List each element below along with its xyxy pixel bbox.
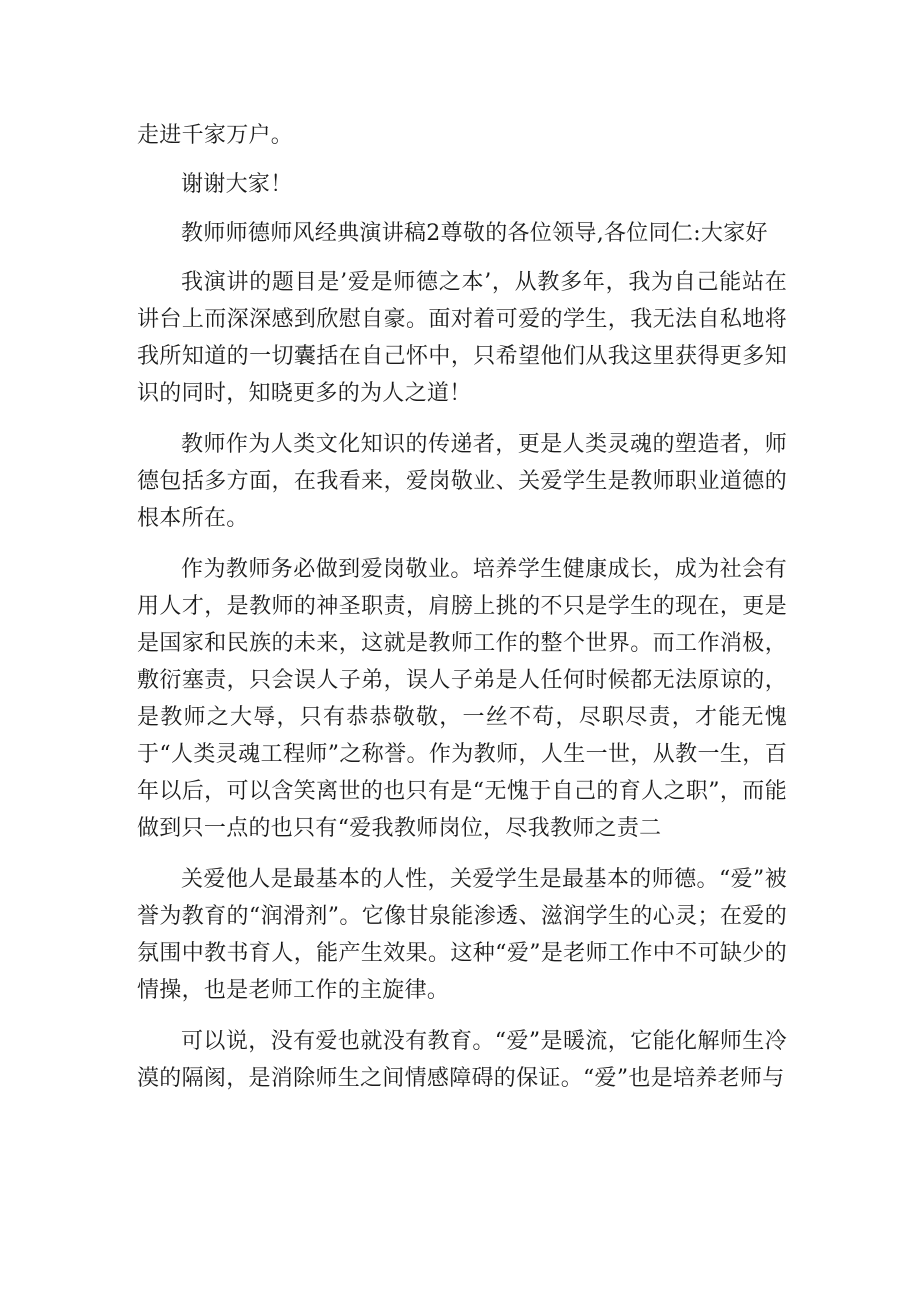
paragraph-continuation: 走进千家万户。 <box>137 123 294 148</box>
document-body <box>137 117 787 1111</box>
paragraph-speech-title: 教师师德师风经典演讲稿2尊敬的各位领导,各位同仁:大家好 <box>181 221 768 246</box>
paragraph-care-for-students: 关爱他人是最基本的人性，关爱学生是最基本的师德。“爱”被誉为教育的“润滑剂”。它像甘泉能渗透、滋润学生的心灵；在爱的氛围中教书育人，能产生效果。这种“爱”是老师工作中不可缺少的情操，也是老师工作的主旋律。 <box>137 867 787 1003</box>
paragraph-dedication: 作为教师务必做到爱岗敬业。培养学生健康成长，成为社会有用人才，是教师的神圣职责，肩膀上挑的不只是学生的现在，更是是国家和民族的未来，这就是教师工作的整个世界。而工作消极，敷衍塞责，只会误人子弟，误人子弟是人任何时候都无法原谅的，是教师之大辱，只有恭恭敬敬，一丝不苟，尽职尽责，才能无愧于“人类灵魂工程师”之称誉。作为教师，人生一世，从教一生，百年以后，可以含笑离世的也只有是“无愧于自己的育人之职”，而能做到只一点的也只有“爱我教师岗位，尽我教师之责二 <box>137 557 787 841</box>
paragraph-topic: 我演讲的题目是’爱是师德之本’，从教多年，我为自己能站在讲台上而深深感到欣慰自豪。面对着可爱的学生，我无法自私地将我所知道的一切囊括在自己怀中，只希望他们从我这里获得更多知识的同时，知晓更多的为人之道！ <box>137 270 787 406</box>
paragraph-thanks: 谢谢大家！ <box>181 172 293 197</box>
paragraph-teacher-role: 教师作为人类文化知识的传递者，更是人类灵魂的塑造者，师德包括多方面，在我看来，爱岗敬业、关爱学生是教师职业道德的根本所在。 <box>137 432 787 531</box>
paragraph-love-and-education: 可以说，没有爱也就没有教育。“爱”是暖流，它能化解师生冷漠的隔阂，是消除师生之间情感障碍的保证。“爱”也是培养老师与 <box>137 1029 787 1091</box>
